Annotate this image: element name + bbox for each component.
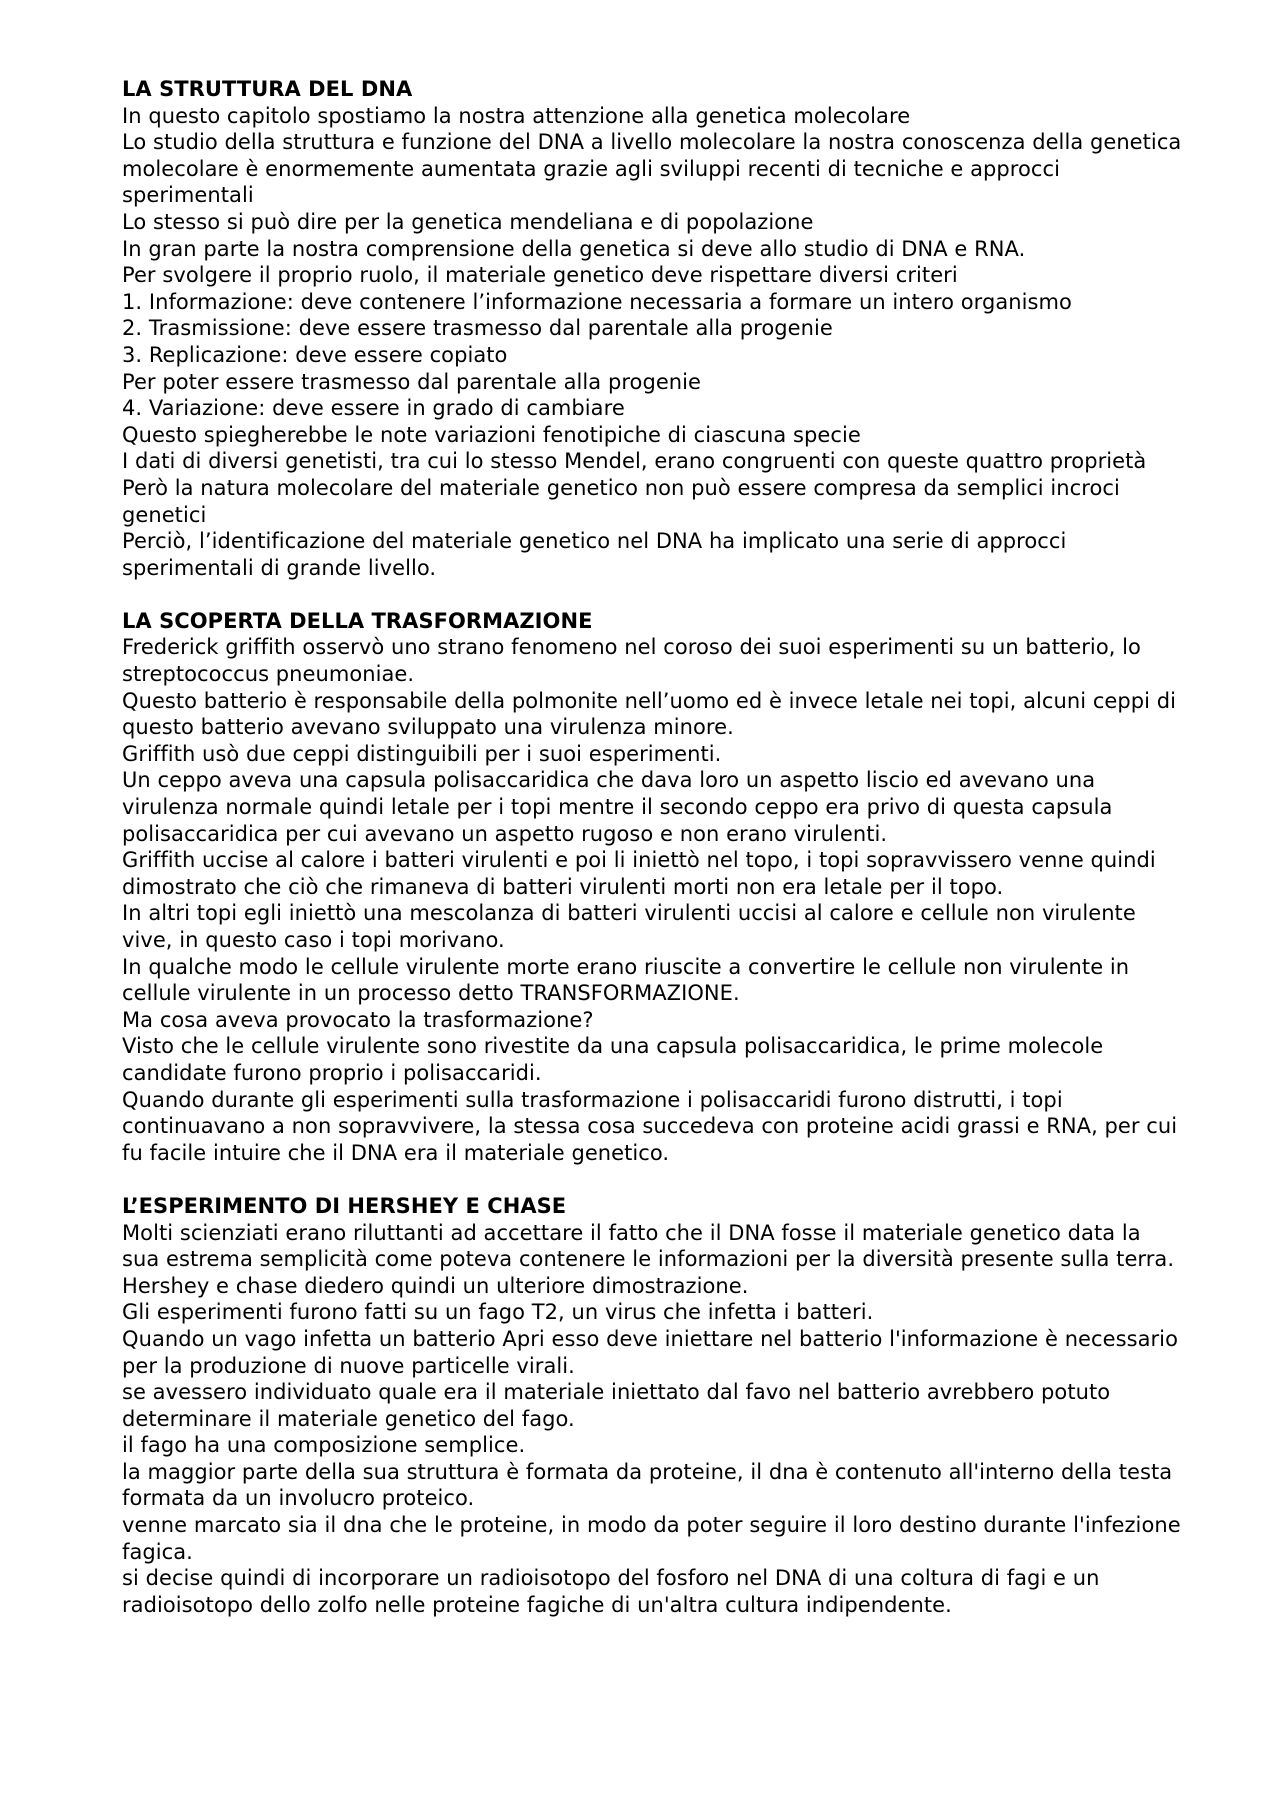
section-heading: LA SCOPERTA DELLA TRASFORMAZIONE bbox=[122, 608, 593, 633]
paragraph: In altri topi egli iniettò una mescolanza di batteri virulenti uccisi al calore e cellule non virulente vive, in questo caso i topi morivano. bbox=[122, 901, 1136, 952]
paragraph: Quando durante gli esperimenti sulla trasformazione i polisaccaridi furono distrutti, i topi continuavano a non sopravvivere, la stessa cosa succedeva con proteine acidi grassi e RNA, per cui fu facile intuire che il DNA era il materiale genetico. bbox=[122, 1087, 1178, 1165]
list-item: 3. Replicazione: deve essere copiato bbox=[122, 342, 508, 367]
section-heading: L’ESPERIMENTO DI HERSHEY E CHASE bbox=[122, 1193, 567, 1218]
document-page bbox=[122, 76, 1182, 1645]
list-item: 4. Variazione: deve essere in grado di cambiare bbox=[122, 396, 625, 421]
paragraph: Perciò, l’identificazione del materiale genetico nel DNA ha implicato una serie di approcci sperimentali di grande livello. bbox=[122, 529, 1067, 580]
paragraph: Lo studio della struttura e funzione del DNA a livello molecolare la nostra conoscenza della genetica molecolare è enormemente aumentata grazie agli sviluppi recenti di tecniche e approcci sperimentali bbox=[122, 130, 1182, 208]
paragraph: si decise quindi di incorporare un radioisotopo del fosforo nel DNA di una coltura di fagi e un radioisotopo dello zolfo nelle proteine fagiche di un'altra cultura indipendente. bbox=[122, 1566, 1100, 1617]
paragraph: In qualche modo le cellule virulente morte erano riuscite a convertire le cellule non virulente in cellule virulente in un processo detto TRANSFORMAZIONE. bbox=[122, 954, 1130, 1006]
paragraph: Gli esperimenti furono fatti su un fago T2, un virus che infetta i batteri. bbox=[122, 1300, 874, 1325]
paragraph: Molti scienziati erano riluttanti ad accettare il fatto che il DNA fosse il materiale genetico data la sua estrema semplicità come poteva contenere le informazioni per la diversità presente sulla terra. bbox=[122, 1220, 1175, 1272]
section-hershey-chase bbox=[122, 1193, 1182, 1619]
paragraph: Per svolgere il proprio ruolo, il materiale genetico deve rispettare diversi criteri bbox=[122, 263, 958, 288]
paragraph: Lo stesso si può dire per la genetica mendeliana e di popolazione bbox=[122, 209, 814, 234]
paragraph: In gran parte la nostra comprensione della genetica si deve allo studio di DNA e RNA. bbox=[122, 236, 1026, 261]
paragraph: Questo batterio è responsabile della polmonite nell’uomo ed è invece letale nei topi, alcuni ceppi di questo batterio avevano sviluppato una virulenza minore. bbox=[122, 688, 1177, 740]
list-item: 2. Trasmissione: deve essere trasmesso dal parentale alla progenie bbox=[122, 316, 833, 341]
paragraph: Griffith usò due ceppi distinguibili per i suoi esperimenti. bbox=[122, 741, 722, 766]
paragraph: Però la natura molecolare del materiale genetico non può essere compresa da semplici incroci genetici bbox=[122, 475, 1120, 527]
paragraph: Ma cosa aveva provocato la trasformazione? bbox=[122, 1007, 594, 1032]
paragraph: Griffith uccise al calore i batteri virulenti e poi li iniettò nel topo, i topi sopravvissero venne quindi dimostrato che ciò che rimaneva di batteri virulenti morti non era letale per il topo. bbox=[122, 848, 1156, 899]
section-heading: LA STRUTTURA DEL DNA bbox=[122, 77, 413, 101]
paragraph: Quando un vago infetta un batterio Apri esso deve iniettare nel batterio l'informazione è necessario per la produzione di nuove particelle virali. bbox=[122, 1326, 1178, 1378]
list-item: 1. Informazione: deve contenere l’informazione necessaria a formare un intero organismo bbox=[122, 289, 1072, 314]
paragraph: la maggior parte della sua struttura è formata da proteine, il dna è contenuto all'interno della testa formata da un involucro proteico. bbox=[122, 1459, 1173, 1511]
paragraph: venne marcato sia il dna che le proteine, in modo da poter seguire il loro destino durante l'infezione fagica. bbox=[122, 1513, 1181, 1564]
paragraph: I dati di diversi genetisti, tra cui lo stesso Mendel, erano congruenti con queste quattro proprietà bbox=[122, 449, 1147, 474]
paragraph: Hershey e chase diedero quindi un ulteriore dimostrazione. bbox=[122, 1273, 749, 1298]
paragraph: Per poter essere trasmesso dal parentale alla progenie bbox=[122, 369, 702, 394]
paragraph: il fago ha una composizione semplice. bbox=[122, 1433, 526, 1458]
paragraph: In questo capitolo spostiamo la nostra attenzione alla genetica molecolare bbox=[122, 103, 911, 128]
paragraph: Visto che le cellule virulente sono rivestite da una capsula polisaccaridica, le prime molecole candidate furono proprio i polisaccaridi. bbox=[122, 1034, 1104, 1085]
section-scoperta-trasformazione bbox=[122, 608, 1182, 1166]
section-struttura-dna bbox=[122, 76, 1182, 581]
paragraph: Questo spiegherebbe le note variazioni fenotipiche di ciascuna specie bbox=[122, 422, 861, 447]
paragraph: Frederick griffith osservò uno strano fenomeno nel coroso dei suoi esperimenti su un batterio, lo streptococcus pneumoniae. bbox=[122, 635, 1141, 687]
paragraph: se avessero individuato quale era il materiale iniettato dal favo nel batterio avrebbero potuto determinare il materiale genetico del fago. bbox=[122, 1380, 1111, 1431]
paragraph: Un ceppo aveva una capsula polisaccaridica che dava loro un aspetto liscio ed avevano una virulenza normale quindi letale per i topi mentre il secondo ceppo era privo di questa capsula polisaccaridica per cui avevano un aspetto rugoso e non erano virulenti. bbox=[122, 768, 1113, 846]
